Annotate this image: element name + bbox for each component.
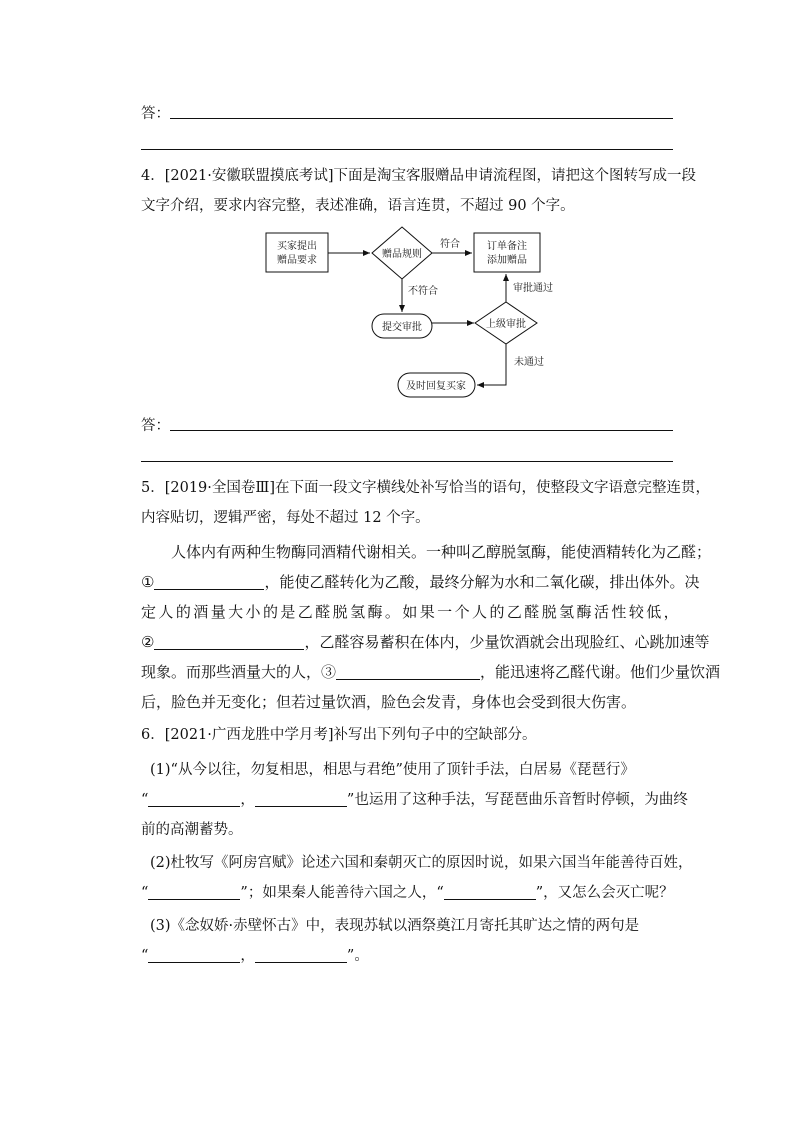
q6-s2-blank-2[interactable]	[444, 883, 536, 900]
q5-passage-line6	[141, 692, 636, 712]
q6-s1-line2	[141, 790, 688, 810]
q5-passage-4: ，乙醛容易蓄积在体内，少量饮酒就会出现脸红、心跳加速等	[304, 633, 710, 651]
q6-s1-blank-2[interactable]	[255, 790, 347, 807]
match-label: 符合	[440, 239, 460, 250]
reply-buyer-text: 及时回复买家	[406, 381, 466, 392]
not-match-label: 不符合	[408, 286, 438, 297]
q5-passage-5a: 现象。而那些酒量大的人，③	[141, 663, 337, 681]
p3-char: 氢	[559, 603, 575, 621]
answer-label-top: 答：	[141, 106, 170, 122]
p3-char: 醛	[524, 603, 540, 621]
q6-s2-mid: ”；如果秦人能善待六国之人，“	[240, 885, 444, 901]
q5-text-line2: 内容贴切，逻辑严密，每处不超过 12 个字。	[141, 510, 430, 526]
q6-s3-line2	[141, 946, 369, 966]
q5-passage-6: 后，脸色并无变化；但若过量饮酒，脸色会发青，身体也会受到很大伤害。	[141, 693, 637, 711]
p3-char: 乙	[506, 603, 522, 621]
p3-char: 脱	[332, 603, 348, 621]
p3-char: 的	[489, 603, 505, 621]
blank-1[interactable]	[154, 573, 264, 590]
p3-char: 果	[419, 603, 435, 621]
p3-char: 是	[280, 603, 296, 621]
q6-s2-tail: ”，又怎么会灭亡呢？	[535, 885, 674, 901]
q6-s2-line2	[141, 883, 674, 903]
buyer-request-text-2: 赠品要求	[277, 255, 317, 266]
quote-open: “	[141, 792, 149, 808]
q5-passage-5b: ，能迅速将乙醛代谢。他们少量饮酒	[480, 663, 721, 681]
submit-approval-text: 提交审批	[382, 322, 422, 333]
order-note-box	[474, 233, 540, 272]
q6-s1-line3: 前的高潮蓄势。	[141, 822, 243, 838]
q6-s1-blank-1[interactable]	[148, 790, 240, 807]
q6-s2-line1: (2)杜牧写《阿房宫赋》论述六国和秦朝灭亡的原因时说，如果六国当年能善待百姓，	[150, 855, 693, 871]
q6-text-line1: 6．[2021·广西龙胜中学月考]补写出下列句子中的空缺部分。	[141, 727, 537, 743]
p3-char: 氢	[350, 603, 366, 621]
order-note-text-1: 订单备注	[487, 241, 527, 252]
buyer-request-box	[266, 233, 328, 272]
p3-char: 活	[593, 603, 609, 621]
p3-char: 大	[228, 603, 244, 621]
gift-rules-text: 赠品规则	[382, 249, 422, 260]
q5-passage-line4	[141, 632, 709, 652]
p3-char: 的	[175, 603, 191, 621]
p3-char: 低	[646, 603, 662, 621]
p3-char: 个	[454, 603, 470, 621]
quote-open: “	[141, 885, 149, 901]
answer-label-q4: 答：	[141, 418, 170, 434]
q5-passage-line5	[141, 662, 720, 682]
q6-s1-line1: (1)“从今以往，勿复相思，相思与君绝”使用了顶针手法，白居易《琵琶行》	[150, 762, 635, 778]
q5-passage-line3	[141, 602, 679, 622]
blank-2[interactable]	[154, 633, 304, 650]
blank-1-mark: ①	[141, 573, 155, 591]
comma: ，	[240, 948, 255, 964]
buyer-request-text-1: 买家提出	[277, 241, 317, 252]
p3-char: 酶	[576, 603, 592, 621]
answer-line-q4-1[interactable]	[170, 430, 673, 431]
blank-2-mark: ②	[141, 633, 155, 651]
p3-char: 如	[402, 603, 418, 621]
q6-s1-tail: ”也运用了这种手法，写琵琶曲乐音暂时停顿，为曲终	[346, 792, 688, 808]
answer-line-top-1[interactable]	[170, 118, 673, 119]
superior-approval-text: 上级审批	[486, 319, 526, 330]
p3-char: 酶	[367, 603, 383, 621]
q4-text-line2: 文字介绍，要求内容完整，表述准确，语言连贯，不超过 90 个字。	[141, 198, 575, 214]
p3-char: 酒	[193, 603, 209, 621]
q5-passage-2: ，能使乙醛转化为乙酸，最终分解为水和二氧化碳，排出体外。决	[264, 573, 700, 591]
q5-passage-line2	[141, 572, 699, 592]
order-note-text-2: 添加赠品	[487, 255, 527, 266]
p3-char: 脱	[541, 603, 557, 621]
p3-char: ，	[663, 603, 679, 621]
p3-char: 醛	[315, 603, 331, 621]
answer-line-top-2[interactable]	[141, 149, 673, 150]
p3-char: 较	[628, 603, 644, 621]
q5-passage-1: 人体内有两种生物酶同酒精代谢相关。一种叫乙醇脱氢酶，能使酒精转化为乙醛；	[171, 543, 712, 561]
p3-char: 人	[158, 603, 174, 621]
p3-char: 的	[262, 603, 278, 621]
q5-text-line1: 5．[2019·全国卷Ⅲ]在下面一段文字横线处补写恰当的语句，使整段文字语意完整连贯，	[141, 480, 711, 496]
q6-s3-blank-1[interactable]	[148, 946, 240, 963]
q6-s3-blank-2[interactable]	[255, 946, 347, 963]
quote-open: “	[141, 948, 149, 964]
q6-s3-line1: (3)《念奴娇·赤壁怀古》中，表现苏轼以酒祭奠江月寄托其旷达之情的两句是	[150, 918, 640, 934]
p3-char: 小	[245, 603, 261, 621]
q5-passage-line1	[141, 542, 712, 562]
p3-char: 乙	[297, 603, 313, 621]
comma: ，	[240, 792, 255, 808]
q6-s2-blank-1[interactable]	[148, 883, 240, 900]
q6-s3-tail: ”。	[346, 948, 369, 964]
blank-3[interactable]	[336, 663, 480, 680]
p3-char: 定	[141, 603, 157, 621]
approval-passed-label: 审批通过	[513, 283, 553, 294]
p3-char: 人	[472, 603, 488, 621]
arrow-superior-to-reply	[477, 344, 506, 385]
p3-char: 一	[437, 603, 453, 621]
p3-char: 量	[210, 603, 226, 621]
q4-text-line1: 4．[2021·安徽联盟摸底考试]下面是淘宝客服赠品申请流程图，请把这个图转写成一段	[141, 168, 697, 184]
not-passed-label: 未通过	[514, 357, 544, 368]
answer-line-q4-2[interactable]	[141, 461, 673, 462]
p3-char: 。	[384, 603, 400, 621]
gift-request-flowchart	[255, 222, 555, 406]
p3-char: 性	[611, 603, 627, 621]
